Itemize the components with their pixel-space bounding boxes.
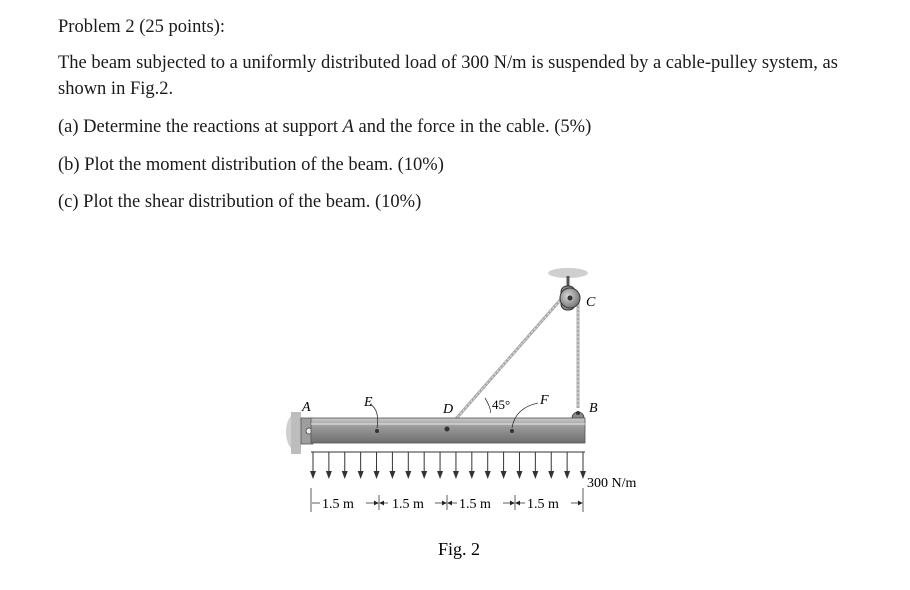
part-b-label: (b) (58, 155, 80, 175)
dim-label-1: 1.5 m (322, 497, 354, 512)
attachment-b (572, 411, 584, 418)
wall-support-a (286, 412, 313, 454)
load-arrow-head (437, 471, 443, 479)
load-arrow-head (405, 471, 411, 479)
part-a-label: (a) (58, 117, 79, 137)
load-arrow-head (389, 471, 395, 479)
part-b-text: Plot the moment distribution of the beam. (10%) (84, 155, 444, 175)
part-a-text-pre: Determine the reactions at support (83, 117, 343, 137)
load-arrow-head (532, 471, 538, 479)
label-d: D (443, 402, 454, 417)
load-arrow-head (580, 471, 586, 479)
label-e: E (364, 395, 373, 410)
point-d-marker (445, 427, 450, 432)
load-arrow-head (469, 471, 475, 479)
problem-title: Problem 2 (25 points): (58, 17, 226, 37)
load-arrow-head (516, 471, 522, 479)
problem-statement: The beam subjected to a uniformly distributed load of 300 N/m is suspended by a cable-pulley system, as shown in Fig.2. (58, 53, 838, 99)
label-a: A (302, 400, 311, 415)
load-arrow-head (453, 471, 459, 479)
label-f: F (540, 393, 549, 408)
dim-label-4: 1.5 m (527, 497, 559, 512)
load-arrow-head (358, 471, 364, 479)
load-arrow-head (564, 471, 570, 479)
part-c-label: (c) (58, 192, 79, 212)
load-arrow-head (310, 471, 316, 479)
dim-label-2: 1.5 m (392, 497, 424, 512)
part-c-text: Plot the shear distribution of the beam. (10%) (83, 192, 422, 212)
distributed-load (310, 452, 586, 479)
angle-arc (485, 398, 490, 413)
dim-label-3: 1.5 m (459, 497, 491, 512)
point-f-marker (510, 429, 514, 433)
load-label: 300 N/m (587, 476, 637, 491)
load-arrow-head (501, 471, 507, 479)
label-c: C (586, 295, 596, 310)
angle-label: 45° (492, 397, 511, 412)
load-arrow-head (485, 471, 491, 479)
load-arrow-head (374, 471, 380, 479)
part-a-italic-a: A (342, 117, 354, 137)
load-arrow-head (326, 471, 332, 479)
figure-caption: Fig. 2 (438, 539, 481, 559)
point-e-marker (375, 429, 379, 433)
load-arrow-head (421, 471, 427, 479)
load-arrow-head (548, 471, 554, 479)
load-arrow-head (342, 471, 348, 479)
part-a-text-post: and the force in the cable. (5%) (353, 117, 592, 137)
label-b: B (589, 401, 598, 416)
